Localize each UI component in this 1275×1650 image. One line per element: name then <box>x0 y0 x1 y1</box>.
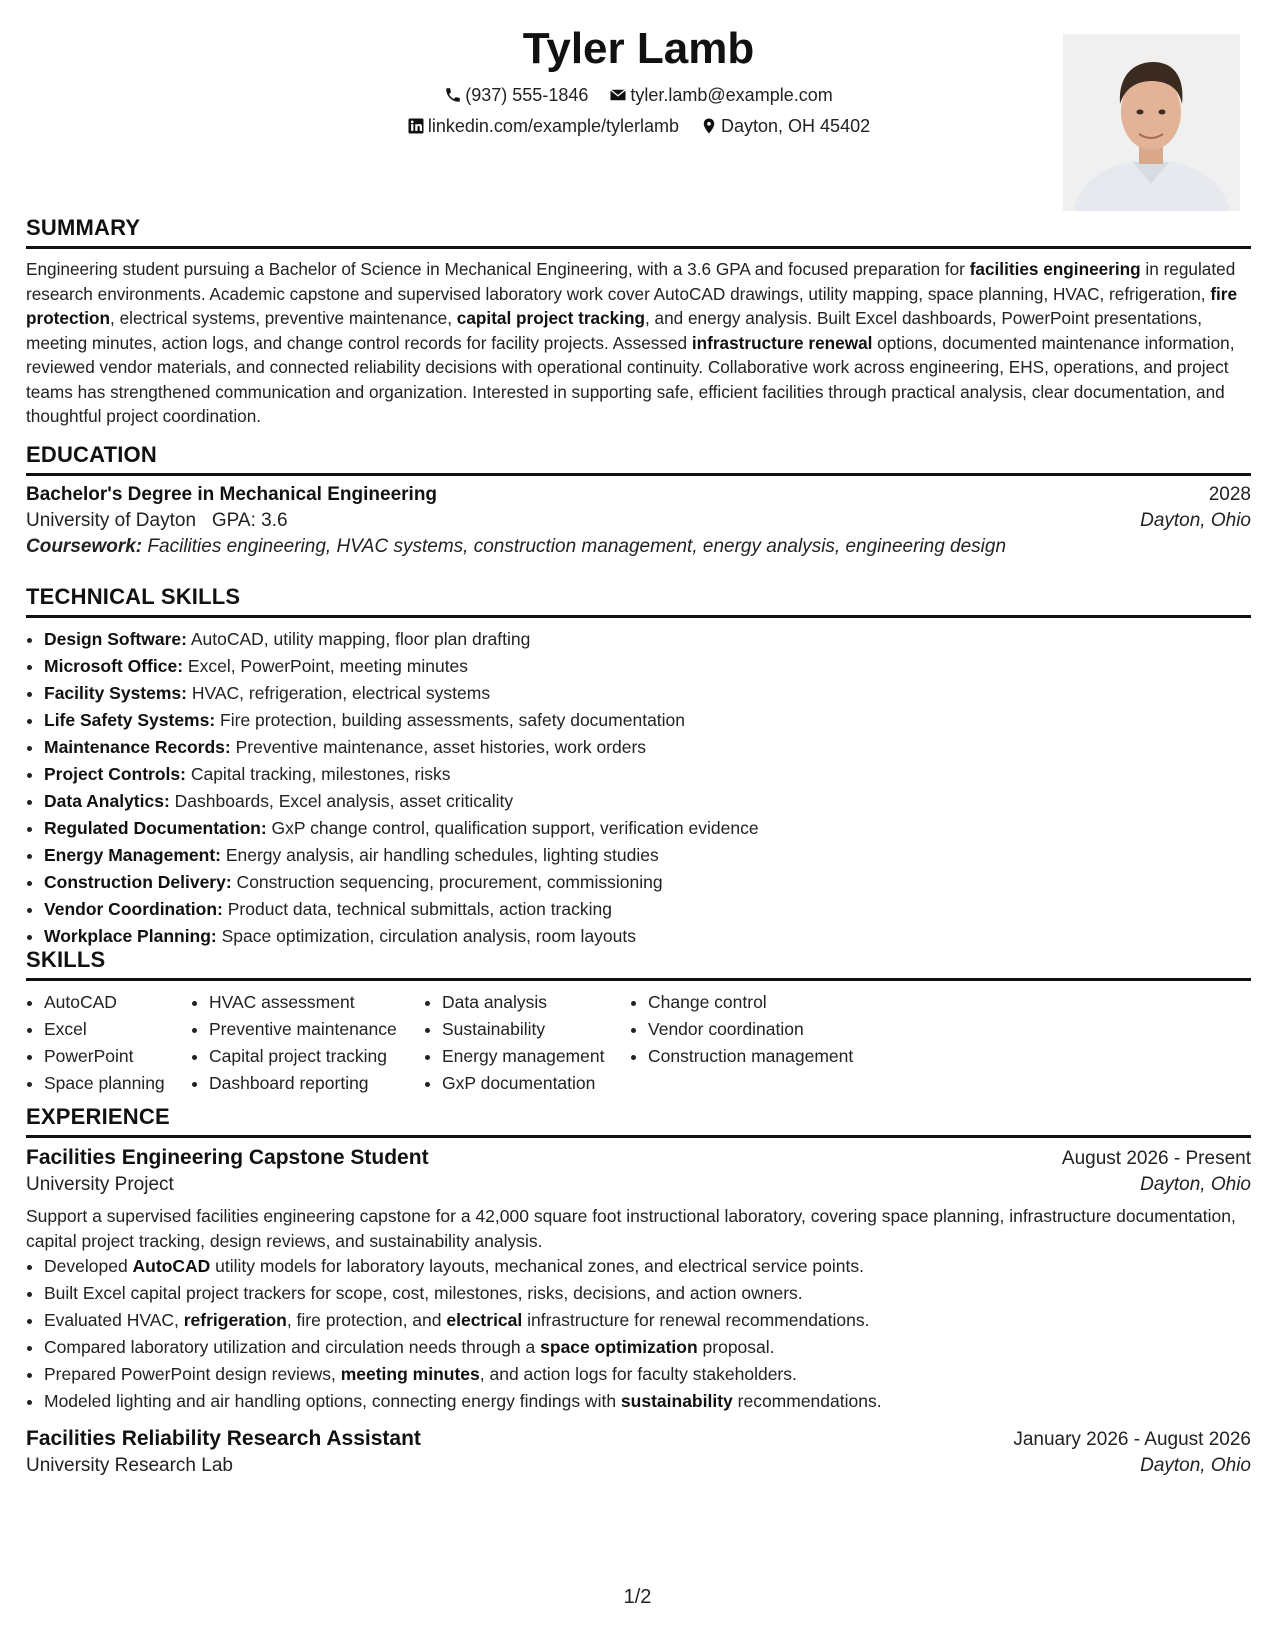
job-location: Dayton, Ohio <box>1140 1455 1251 1476</box>
text-run: Modeled lighting and air handling options, connecting energy findings with <box>44 1391 621 1411</box>
summary-heading: SUMMARY <box>26 215 141 240</box>
skill-category: Regulated Documentation: <box>44 818 267 838</box>
skill-item: • Vendor coordination <box>648 1016 870 1043</box>
skill-values: Excel, PowerPoint, meeting minutes <box>183 656 469 676</box>
skill-category: Microsoft Office: <box>44 656 184 676</box>
technical-skill-item <box>44 815 1251 842</box>
skills-grid <box>26 989 1251 1097</box>
coursework-label: Coursework: <box>26 536 143 557</box>
skills-heading: SKILLS <box>26 947 106 972</box>
linkedin-text: linkedin.com/example/tylerlamb <box>427 116 679 136</box>
linkedin-contact[interactable] <box>407 113 679 139</box>
coursework-line <box>26 536 1251 558</box>
map-pin-icon <box>700 117 718 135</box>
job-bullet <box>44 1280 1251 1307</box>
bold-phrase: capital project tracking <box>456 308 645 328</box>
technical-skill-item <box>44 626 1251 653</box>
technical-skill-item <box>44 788 1251 815</box>
skill-values: Capital tracking, milestones, risks <box>185 764 451 784</box>
education-divider <box>26 473 1251 476</box>
bold-phrase: AutoCAD <box>132 1256 211 1276</box>
education-section <box>26 441 1251 558</box>
skills-column <box>424 989 630 1097</box>
job-bullet <box>44 1388 1251 1415</box>
profile-photo <box>1063 34 1240 211</box>
skill-values: Energy analysis, air handling schedules, lighting studies <box>220 845 659 865</box>
text-run: Built Excel capital project trackers for scope, cost, milestones, risks, decisions, and action owners. <box>44 1283 803 1303</box>
skill-item: • Sustainability <box>442 1016 630 1043</box>
skill-item: • Space planning <box>44 1070 191 1097</box>
bold-phrase: space optimization <box>540 1337 698 1357</box>
skill-values: Product data, technical submittals, action tracking <box>222 899 612 919</box>
skill-values: Dashboards, Excel analysis, asset criticality <box>169 791 514 811</box>
job-bullet <box>44 1334 1251 1361</box>
job-entry <box>26 1427 1251 1477</box>
skill-category: Workplace Planning: <box>44 926 217 946</box>
skill-item: • AutoCAD <box>44 989 191 1016</box>
job-title-row <box>26 1427 1251 1451</box>
text-run: infrastructure for renewal recommendations. <box>522 1310 870 1330</box>
text-run: Engineering student pursuing a Bachelor of Science in Mechanical Engineering, with a 3.6 GPA and focused preparation for <box>26 259 970 279</box>
technical-skill-item <box>44 680 1251 707</box>
skill-item: • GxP documentation <box>442 1070 630 1097</box>
job-org-row <box>26 1174 1251 1196</box>
text-run: , fire protection, and <box>286 1310 447 1330</box>
skill-values: Preventive maintenance, asset histories, work orders <box>230 737 647 757</box>
linkedin-icon <box>407 117 425 135</box>
job-dates: January 2026 - August 2026 <box>1013 1429 1251 1450</box>
job-organization: University Research Lab <box>26 1455 233 1476</box>
bold-phrase: fire protection <box>26 283 1238 328</box>
school-row <box>26 510 1251 532</box>
job-bullets <box>26 1253 1251 1415</box>
technical-skill-item <box>44 761 1251 788</box>
experience-heading: EXPERIENCE <box>26 1104 170 1129</box>
envelope-icon <box>609 86 627 104</box>
text-run: proposal. <box>697 1337 775 1357</box>
skill-item: • Preventive maintenance <box>209 1016 424 1043</box>
technical-skill-item <box>44 707 1251 734</box>
skill-item: • Dashboard reporting <box>209 1070 424 1097</box>
bold-phrase: infrastructure renewal <box>691 332 873 353</box>
text-run: , and energy analysis. Built Excel dashboards, PowerPoint presentations, meeting minutes, action logs, and change control records for facility projects. Assessed <box>26 308 1202 353</box>
skills-column <box>630 989 870 1097</box>
skill-item: • Capital project tracking <box>209 1043 424 1070</box>
email-contact[interactable] <box>609 82 832 108</box>
skill-category: Facility Systems: <box>44 683 187 703</box>
email-text: tyler.lamb@example.com <box>630 85 833 105</box>
location-contact <box>700 113 870 139</box>
skill-category: Project Controls: <box>44 764 186 784</box>
technical-skills-heading: TECHNICAL SKILLS <box>26 584 241 609</box>
summary-paragraph <box>26 257 1251 429</box>
skills-section <box>26 946 1251 1097</box>
portrait-image <box>1063 34 1240 211</box>
skill-values: Construction sequencing, procurement, commissioning <box>231 872 663 892</box>
school-location: Dayton, Ohio <box>1140 510 1251 531</box>
job-bullet <box>44 1253 1251 1280</box>
text-run: in regulated research environments. Academic capstone and supervised laboratory work cover AutoCAD drawings, utility mapping, space planning, HVAC, refrigeration, <box>26 259 1236 304</box>
skill-item: • HVAC assessment <box>209 989 424 1016</box>
skill-category: Construction Delivery: <box>44 872 232 892</box>
job-organization: University Project <box>26 1174 174 1195</box>
skill-values: HVAC, refrigeration, electrical systems <box>186 683 491 703</box>
phone-text: (937) 555-1846 <box>465 85 589 105</box>
text-run: Evaluated HVAC, <box>44 1310 184 1330</box>
text-run: utility models for laboratory layouts, mechanical zones, and electrical service points. <box>210 1256 864 1276</box>
skill-category: Maintenance Records: <box>44 737 231 757</box>
technical-skill-item <box>44 869 1251 896</box>
job-bullet <box>44 1307 1251 1334</box>
degree-title: Bachelor's Degree in Mechanical Engineering <box>26 484 438 505</box>
skill-item: • Change control <box>648 989 870 1016</box>
job-bullet <box>44 1361 1251 1388</box>
bold-phrase: facilities engineering <box>969 259 1141 279</box>
technical-skills-list <box>26 626 1251 950</box>
job-entry <box>26 1146 1251 1415</box>
school-info <box>26 510 288 532</box>
phone-contact[interactable] <box>444 82 588 108</box>
bold-phrase: meeting minutes <box>340 1364 480 1384</box>
bold-phrase: sustainability <box>620 1391 733 1411</box>
technical-skill-item <box>44 842 1251 869</box>
job-description: Support a supervised facilities engineering capstone for a 42,000 square foot instructional laboratory, covering space planning, infrastructure documentation, capital project tracking, design reviews, and sustainability analysis. <box>26 1206 1236 1251</box>
gpa: GPA: 3.6 <box>211 510 288 531</box>
experience-section <box>26 1103 1251 1477</box>
text-run: Prepared PowerPoint design reviews, <box>44 1364 341 1384</box>
text-run: , electrical systems, preventive maintenance, <box>110 308 457 328</box>
skill-values: GxP change control, qualification support, verification evidence <box>266 818 759 838</box>
job-dates: August 2026 - Present <box>1061 1148 1251 1169</box>
degree-row <box>26 484 1251 506</box>
skill-item: • Excel <box>44 1016 191 1043</box>
skill-category: Vendor Coordination: <box>44 899 223 919</box>
skill-category: Energy Management: <box>44 845 221 865</box>
skill-category: Life Safety Systems: <box>44 710 216 730</box>
skill-values: Fire protection, building assessments, safety documentation <box>215 710 686 730</box>
location-text: Dayton, OH 45402 <box>721 116 871 136</box>
job-org-row <box>26 1455 1251 1477</box>
skill-item: • Data analysis <box>442 989 630 1016</box>
bold-phrase: refrigeration <box>183 1310 287 1330</box>
skills-column <box>191 989 424 1097</box>
technical-skill-item <box>44 734 1251 761</box>
technical-skills-divider <box>26 615 1251 618</box>
text-run: Developed <box>44 1256 133 1276</box>
skill-values: AutoCAD, utility mapping, floor plan drafting <box>186 629 531 649</box>
job-title: Facilities Engineering Capstone Student <box>26 1146 429 1169</box>
skills-divider <box>26 978 1251 981</box>
skill-category: Data Analytics: <box>44 791 170 811</box>
technical-skill-item <box>44 653 1251 680</box>
text-run: , and action logs for faculty stakeholders. <box>479 1364 797 1384</box>
skill-item: • Energy management <box>442 1043 630 1070</box>
skill-item: • PowerPoint <box>44 1043 191 1070</box>
summary-section <box>26 214 1251 429</box>
skill-item: • Construction management <box>648 1043 870 1070</box>
candidate-name: Tyler Lamb <box>522 24 755 73</box>
skill-category: Design Software: <box>44 629 187 649</box>
text-run: recommendations. <box>732 1391 882 1411</box>
phone-icon <box>444 86 462 104</box>
technical-skill-item <box>44 896 1251 923</box>
resume-page <box>26 0 1251 1650</box>
experience-divider <box>26 1135 1251 1138</box>
graduation-year: 2028 <box>1208 484 1251 505</box>
job-title: Facilities Reliability Research Assistant <box>26 1427 421 1450</box>
skill-values: Space optimization, circulation analysis, room layouts <box>216 926 636 946</box>
page-number: 1/2 <box>623 1586 652 1608</box>
job-title-row <box>26 1146 1251 1170</box>
text-run: options, documented maintenance information, reviewed vendor materials, and connected reliability decisions with operational continuity. Collaborative work across engineering, EHS, operations, and project teams has strengthened communication and organization. Interested in supporting safe, efficient facilities through practical analysis, clear documentation, and thoughtful project coordination. <box>26 332 1235 426</box>
text-run: Compared laboratory utilization and circulation needs through a <box>44 1337 541 1357</box>
technical-skills-section <box>26 583 1251 950</box>
bold-phrase: electrical <box>446 1310 523 1330</box>
summary-divider <box>26 246 1251 249</box>
education-heading: EDUCATION <box>26 442 157 467</box>
job-location: Dayton, Ohio <box>1140 1174 1251 1195</box>
skills-column <box>26 989 191 1097</box>
coursework-list: Facilities engineering, HVAC systems, construction management, energy analysis, engineering design <box>147 536 1007 557</box>
school-name: University of Dayton <box>26 510 197 531</box>
